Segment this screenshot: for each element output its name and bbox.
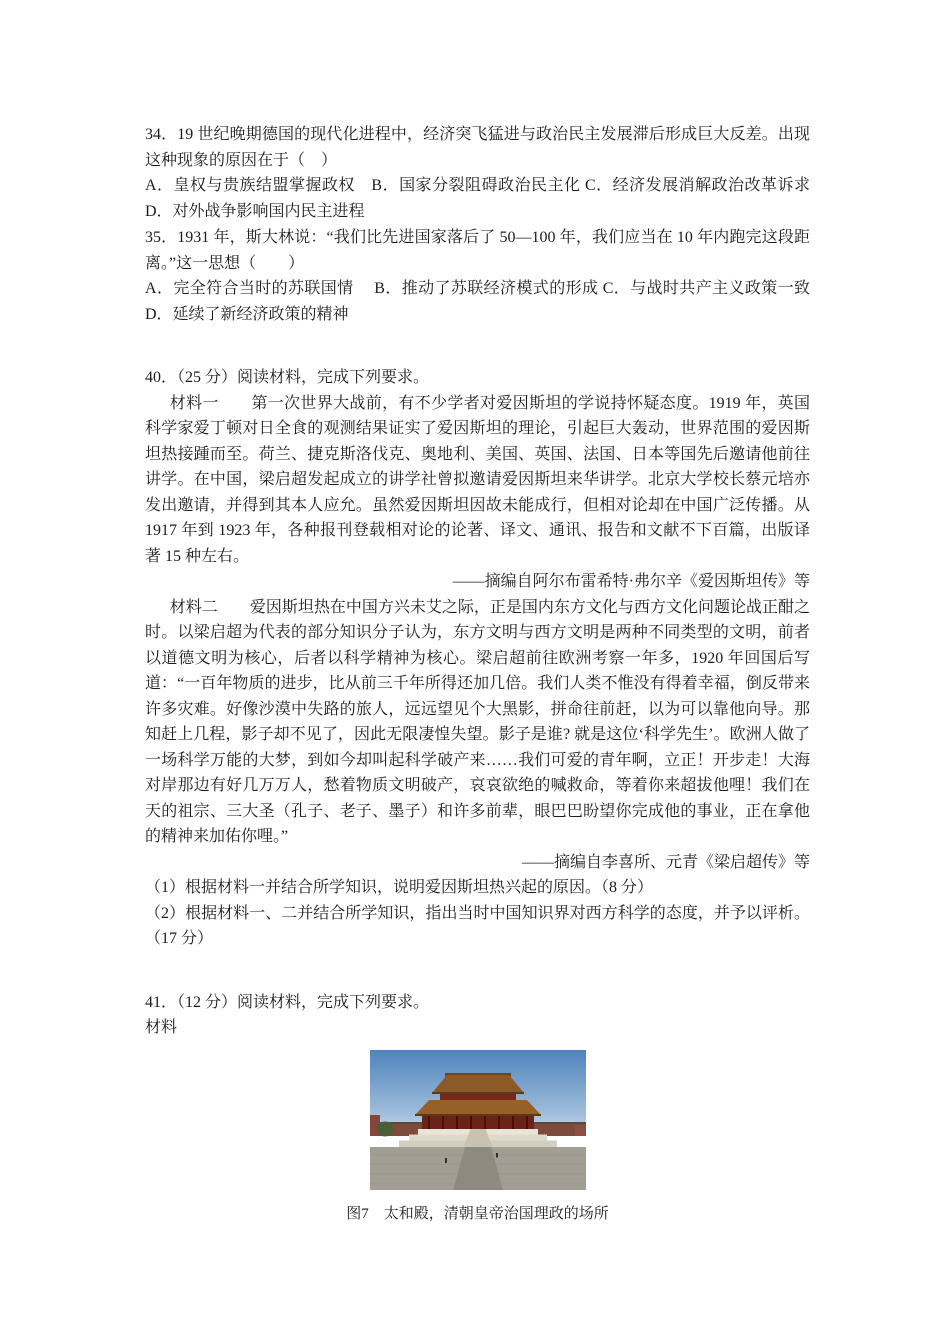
photo-facade [422, 1116, 534, 1129]
taihe-hall-photo-illustration [370, 1050, 586, 1190]
question-40-source-2: ——摘编自李喜所、元青《梁启超传》等 [521, 853, 810, 871]
question-35 [145, 225, 843, 327]
question-40-subquestion-1: （1）根据材料一并结合所学知识，说明爱因斯坦热兴起的原因。（8 分） [145, 879, 654, 896]
question-40 [145, 365, 810, 952]
photo-lower-roof [415, 1100, 541, 1115]
question-34 [145, 122, 831, 224]
question-40-header: 40．（25 分）阅读材料，完成下列要求。 [145, 369, 430, 386]
question-40-subquestion-2: （2）根据材料一、二并结合所学知识，指出当时中国知识界对西方科学的态度，并予以评析。（17 分） [145, 904, 810, 947]
question-41-material-label: 材料 [145, 1019, 178, 1036]
photo-upper-roof [432, 1075, 524, 1093]
question-40-material-2: 材料二 爱因斯坦热在中国方兴未艾之际，正是国内东方文化与西方文化问题论战正酣之时。以梁启超为代表的部分知识分子认为，东方文明与西方文明是两种不同类型的文明，前者以道德文明为核心，后者以科学精神为核心。梁启超前往欧洲考察一年多，1920 年回国后写道：“一百年物质的进步，比从前三千年所得还加几倍。我们人类不惟没有得着幸福，倒反带来许多灾难。好像沙漠中失路的旅人，远远望见个大黑影，拼命往前赶，以为可以靠他向导。那知赶上几程，影子却不见了，因此无限凄惶失望。影子是谁? 就是这位‘科学先生’。欧洲人做了一场科学万能的大梦，到如今却叫起科学破产来……我们可爱的青年啊，立正！开步走！大海对岸那边有好几万万人，愁着物质文明破产，哀哀欲绝的喊救命，等着你来超拔他哩！我们在天的祖宗、三大圣（孔子、老子、墨子）和许多前辈，眼巴巴盼望你完成他的事业，正在拿他的精神来加佑你哩。” [145, 598, 810, 845]
taihe-hall-photo [370, 1050, 586, 1190]
question-41-header: 41．（12 分）阅读材料，完成下列要求。 [145, 993, 430, 1011]
question-35-stem: 35．1931 年，斯大林说：“我们比先进国家落后了 50—100 年，我们应当在 10 年内跑完这段距离。”这一思想（ ） [145, 229, 810, 272]
question-40-source-1: ——摘编自阿尔布雷希特·弗尔辛《爱因斯坦传》等 [452, 573, 810, 590]
question-34-options: A．皇权与贵族结盟掌握政权 B．国家分裂阻碍政治民主化 C．经济发展消解政治改革诉求 D．对外战争影响国内民主进程 [145, 177, 831, 220]
question-41 [145, 990, 810, 1228]
figure-caption: 图7 太和殿，清朝皇帝治国理政的场所 [346, 1205, 609, 1222]
question-35-options: A．完全符合当时的苏联国情 B．推动了苏联经济模式的形成 C．与战时共产主义政策一致 D．延续了新经济政策的精神 [145, 280, 843, 323]
question-34-stem: 34．19 世纪晚期德国的现代化进程中，经济突飞猛进与政治民主发展滞后形成巨大反差。出现这种现象的原因在于（ ） [145, 126, 810, 169]
question-40-material-1: 材料一 第一次世界大战前，有不少学者对爱因斯坦的学说持怀疑态度。1919 年，英国科学家爱丁顿对日全食的观测结果证实了爱因斯坦的理论，引起巨大轰动，世界范围的爱因斯坦热接踵而至。荷兰、捷克斯洛伐克、奥地利、美国、英国、法国、日本等国先后邀请他前往讲学。在中国，梁启超发起成立的讲学社曾拟邀请爱因斯坦来华讲学。北京大学校长蔡元培亦发出邀请，并得到其本人应允。虽然爱因斯坦因故未能成行，但相对论却在中国广泛传播。从 1917 年到 1923 年，各种报刊登载相对论的论著、译文、通讯、报告和文献不下百篇，出版译著 15 种左右。 [145, 394, 810, 565]
